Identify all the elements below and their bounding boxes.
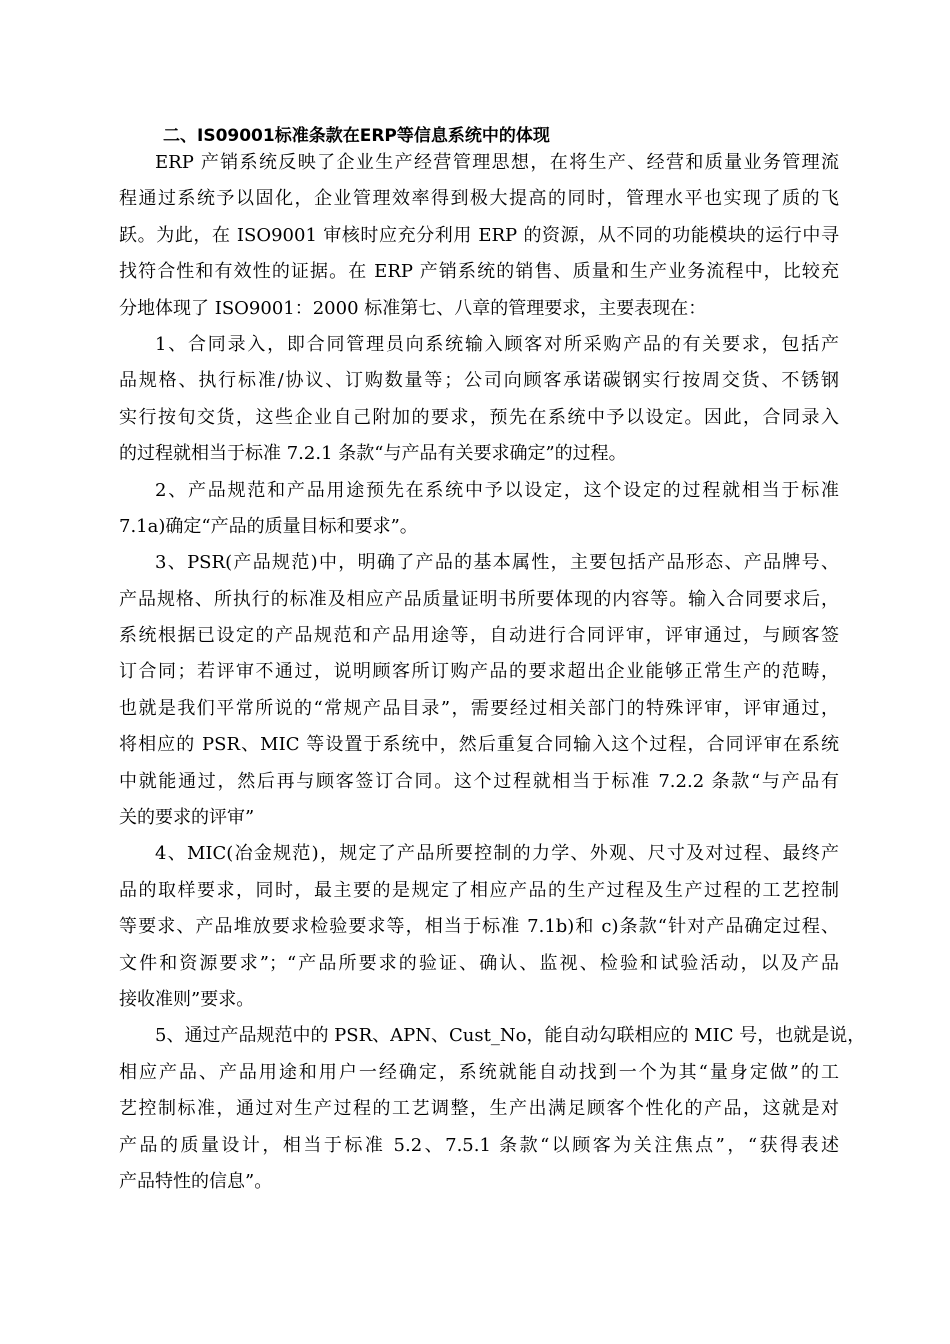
text-line: 系统根据已设定的产品规范和产品用途等，自动进行合同评审，评审通过，与顾客签 (119, 625, 839, 647)
text-line: 3、PSR(产品规范)中，明确了产品的基本属性，主要包括产品形态、产品牌号、 (155, 552, 839, 574)
text-line: 程通过系统予以固化，企业管理效率得到极大提高的同时，管理水平也实现了质的飞 (119, 188, 839, 210)
text-line: 将相应的 PSR、MIC 等设置于系统中，然后重复合同输入这个过程，合同评审在系统 (119, 734, 839, 756)
text-line: 品规格、执行标准/协议、订购数量等；公司向顾客承诺碳钢实行按周交货、不锈钢 (119, 370, 839, 392)
document-body (119, 145, 866, 1200)
text-line: 相应产品、产品用途和用户一经确定，系统就能自动找到一个为其“量身定做”的工 (119, 1061, 839, 1083)
text-line: 品的取样要求，同时，最主要的是规定了相应产品的生产过程及生产过程的工艺控制 (119, 879, 839, 901)
text-line: 产品特性的信息”。 (119, 1170, 273, 1192)
text-line: 2、产品规范和产品用途预先在系统中予以设定，这个设定的过程就相当于标准 (155, 479, 839, 501)
text-line: 文件和资源要求”；“产品所要求的验证、确认、监视、检验和试验活动，以及产品 (119, 952, 839, 974)
text-line: 订合同；若评审不通过，说明顾客所订购产品的要求超出企业能够正常生产的范畴， (119, 661, 839, 683)
text-line: 找符合性和有效性的证据。在 ERP 产销系统的销售、质量和生产业务流程中，比较充 (119, 261, 839, 283)
paragraph-intro (119, 145, 839, 327)
text-line: 分地体现了 ISO9001：2000 标准第七、八章的管理要求，主要表现在： (119, 297, 707, 319)
paragraph-item-3 (119, 545, 839, 836)
text-line: 产品的质量设计，相当于标准 5.2、7.5.1 条款“以顾客为关注焦点”，“获得表述 (119, 1134, 839, 1156)
section-heading: 二、IS09001标准条款在ERP等信息系统中的体现 (163, 126, 550, 146)
paragraph-item-2 (119, 473, 839, 546)
paragraph-item-1 (119, 327, 839, 473)
text-line: 也就是我们平常所说的“常规产品目录”，需要经过相关部门的特殊评审，评审通过， (119, 697, 839, 719)
text-line: 等要求、产品堆放要求检验要求等，相当于标准 7.1b)和 c)条款“针对产品确定过程、 (119, 916, 839, 938)
text-line: 关的要求的评审” (119, 807, 255, 829)
text-line: 艺控制标准，通过对生产过程的工艺调整，生产出满足顾客个性化的产品，这就是对 (119, 1098, 839, 1120)
text-line: 5、通过产品规范中的 PSR、APN、Cust_No，能自动勾联相应的 MIC 号，也就是说， (155, 1025, 866, 1047)
text-line: 的过程就相当于标准 7.2.1 条款“与产品有关要求确定”的过程。 (119, 443, 627, 465)
text-line: 接收准则”要求。 (119, 988, 255, 1010)
text-line: 1、合同录入，即合同管理员向系统输入顾客对所采购产品的有关要求，包括产 (155, 333, 839, 355)
text-line: 中就能通过，然后再与顾客签订合同。这个过程就相当于标准 7.2.2 条款“与产品有 (119, 770, 839, 792)
text-line: 4、MIC(冶金规范)，规定了产品所要控制的力学、外观、尺寸及对过程、最终产 (155, 843, 839, 865)
text-line: 产品规格、所执行的标准及相应产品质量证明书所要体现的内容等。输入合同要求后， (119, 588, 839, 610)
text-line: 7.1a)确定“产品的质量目标和要求”。 (119, 515, 418, 537)
text-line: 跃。为此，在 ISO9001 审核时应充分利用 ERP 的资源，从不同的功能模块的运行中寻 (119, 224, 839, 246)
text-line: ERP 产销系统反映了企业生产经营管理思想，在将生产、经营和质量业务管理流 (155, 152, 839, 173)
paragraph-item-4 (119, 836, 839, 1018)
text-line: 实行按旬交货，这些企业自己附加的要求，预先在系统中予以设定。因此，合同录入 (119, 406, 839, 428)
paragraph-item-5 (119, 1018, 866, 1200)
